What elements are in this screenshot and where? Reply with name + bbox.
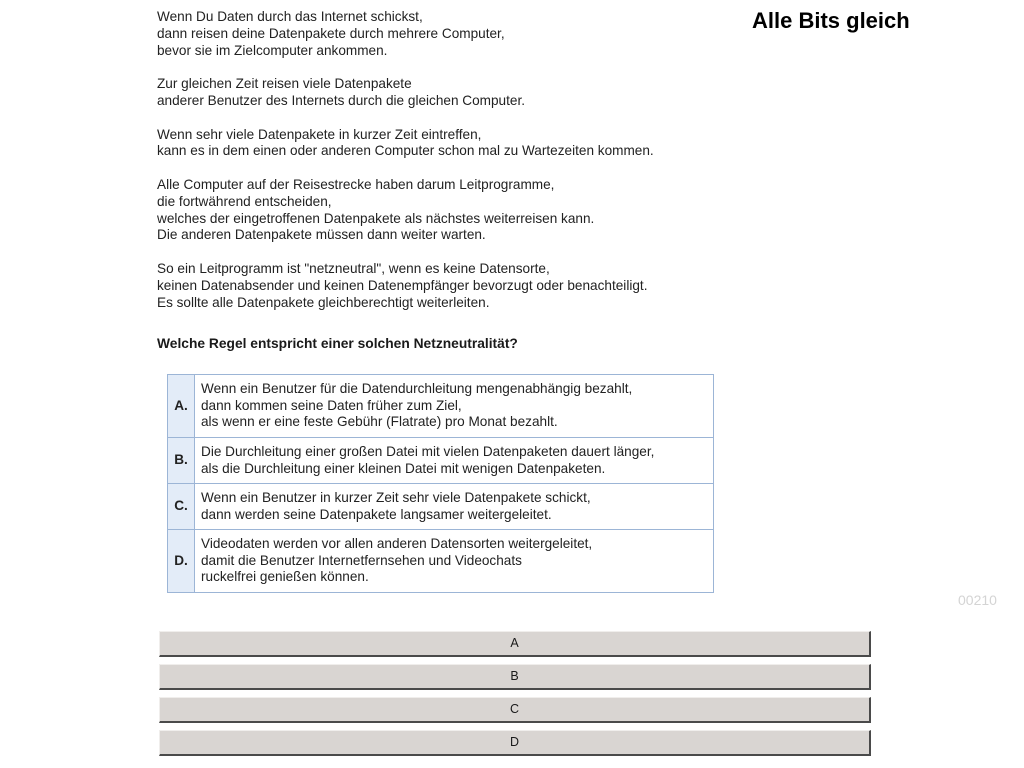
intro-paragraph <box>157 261 757 311</box>
text-line: Es sollte alle Datenpakete gleichberechtigt weiterleiten. <box>157 294 490 310</box>
option-text <box>195 375 714 438</box>
answer-button-b[interactable]: B <box>159 664 871 690</box>
text-line: Zur gleichen Zeit reisen viele Datenpakete <box>157 76 412 92</box>
text-line: dann werden seine Datenpakete langsamer weitergeleitet. <box>201 506 552 522</box>
text-line: die fortwährend entscheiden, <box>157 193 332 209</box>
text-line: Die anderen Datenpakete müssen dann weiter warten. <box>157 227 486 243</box>
answer-button-d[interactable]: D <box>159 730 871 756</box>
answer-option-row-d <box>168 530 714 593</box>
option-text <box>195 530 714 593</box>
text-line: Wenn ein Benutzer in kurzer Zeit sehr viele Datenpakete schickt, <box>201 489 591 505</box>
answer-option-row-c <box>168 484 714 530</box>
text-line: als die Durchleitung einer kleinen Datei mit wenigen Datenpaketen. <box>201 460 606 476</box>
text-line: dann reisen deine Datenpakete durch mehrere Computer, <box>157 25 505 41</box>
text-line: So ein Leitprogramm ist "netzneutral", wenn es keine Datensorte, <box>157 260 550 276</box>
option-letter: D. <box>168 530 195 593</box>
intro-paragraph <box>157 177 757 244</box>
option-text <box>195 438 714 484</box>
text-line: welches der eingetroffenen Datenpakete als nächstes weiterreisen kann. <box>157 210 595 226</box>
text-line: ruckelfrei genießen können. <box>201 569 369 585</box>
text-line: keinen Datenabsender und keinen Datenempfänger bevorzugt oder benachteiligt. <box>157 277 648 293</box>
text-line: Wenn Du Daten durch das Internet schickst, <box>157 9 423 24</box>
text-line: damit die Benutzer Internetfernsehen und Videochats <box>201 552 522 568</box>
intro-paragraph <box>157 76 757 110</box>
option-letter: C. <box>168 484 195 530</box>
text-line: als wenn er eine feste Gebühr (Flatrate) pro Monat bezahlt. <box>201 414 558 430</box>
question-text: Welche Regel entspricht einer solchen Netzneutralität? <box>157 336 518 351</box>
option-letter: A. <box>168 375 195 438</box>
option-text <box>195 484 714 530</box>
answer-button-a[interactable]: A <box>159 631 871 657</box>
slide-code: 00210 <box>958 592 997 608</box>
option-letter: B. <box>168 438 195 484</box>
text-line: kann es in dem einen oder anderen Computer schon mal zu Wartezeiten kommen. <box>157 143 654 159</box>
text-line: Wenn ein Benutzer für die Datendurchleitung mengenabhängig bezahlt, <box>201 380 633 396</box>
text-line: Wenn sehr viele Datenpakete in kurzer Zeit eintreffen, <box>157 126 482 142</box>
text-line: dann kommen seine Daten früher zum Ziel, <box>201 397 462 413</box>
text-line: Videodaten werden vor allen anderen Datensorten weitergeleitet, <box>201 535 593 551</box>
answer-option-row-b <box>168 438 714 484</box>
intro-paragraph <box>157 9 757 59</box>
text-line: anderer Benutzer des Internets durch die gleichen Computer. <box>157 92 526 108</box>
text-line: Die Durchleitung einer großen Datei mit vielen Datenpaketen dauert länger, <box>201 443 655 459</box>
text-line: Alle Computer auf der Reisestrecke haben darum Leitprogramme, <box>157 176 555 192</box>
intro-paragraph <box>157 127 757 161</box>
text-line: bevor sie im Zielcomputer ankommen. <box>157 42 388 58</box>
answer-options-table <box>167 374 714 593</box>
intro-text <box>157 9 757 328</box>
answer-button-c[interactable]: C <box>159 697 871 723</box>
slide-title: Alle Bits gleich <box>752 8 910 33</box>
answer-option-row-a <box>168 375 714 438</box>
